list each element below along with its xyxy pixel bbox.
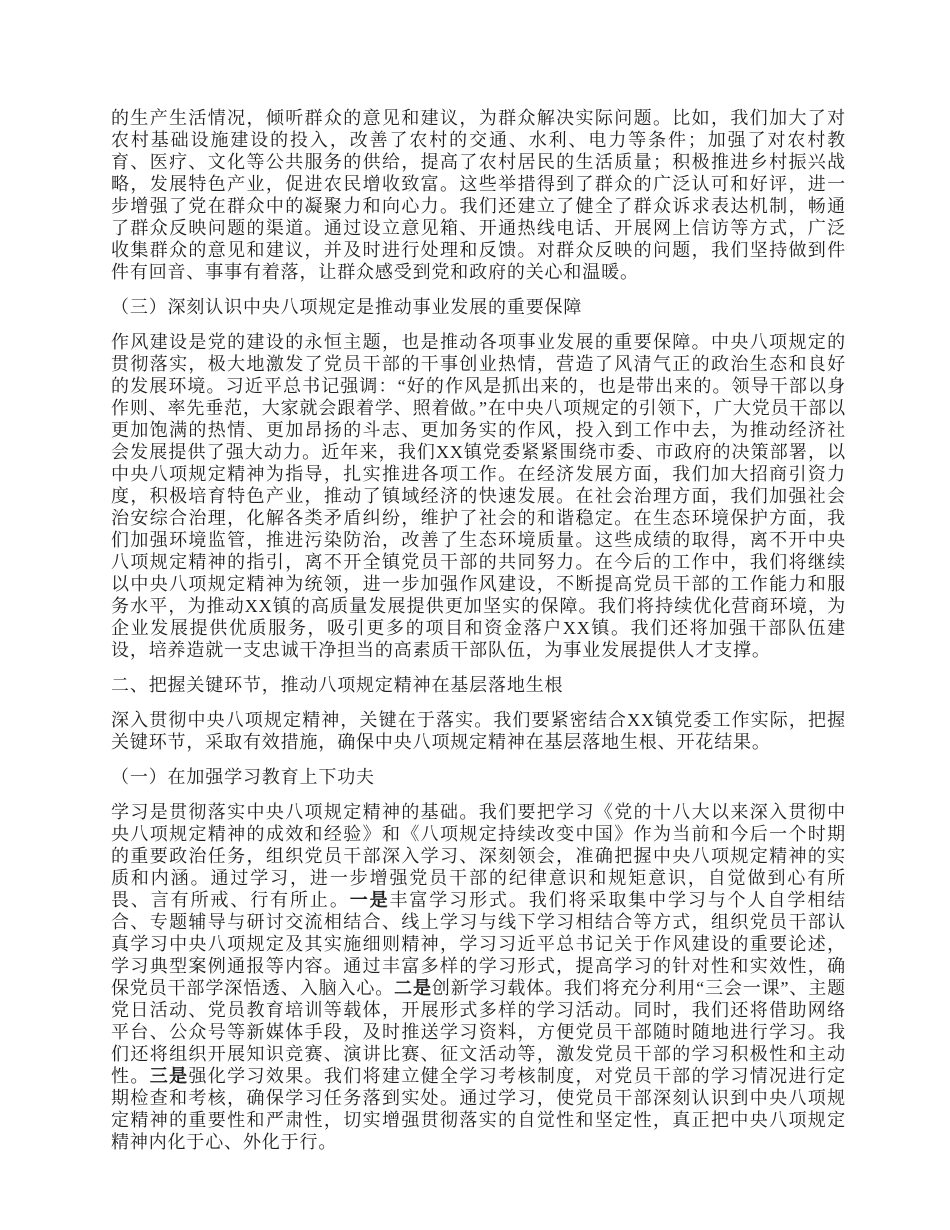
text-run: 作风建设是党的建设的永恒主题，也是推动各项事业发展的重要保障。中央八项规定的贯彻落实，极大地激发了党员干部的干事创业热情，营造了风清气正的政治生态和良好的发展环境。习近平总书记强调：“好的作风是抓出来的，也是带出来的。领导干部以身作则、率先垂范，大家就会跟着学、照着做。”在中央八项规定的引领下，广大党员干部以更加饱满的热情、更加昂扬的斗志、更加务实的作风，投入到工作中去，为推动经济社会发展提供了强大动力。近年来，我们XX镇党委紧紧围绕市委、市政府的决策部署，以中央八项规定精神为指导，扎实推进各项工作。在经济发展方面，我们加大招商引资力度，积极培育特色产业，推动了镇域经济的快速发展。在社会治理方面，我们加强社会治安综合治理，化解各类矛盾纠纷，维护了社会的和谐稳定。在生态环境保护方面，我们加强环境监管，推进污染防治，改善了生态环境质量。这些成绩的取得，离不开中央八项规定精神的指引，离不开全镇党员干部的共同努力。在今后的工作中，我们将继续以中央八项规定精神为统领，进一步加强作风建设，不断提高党员干部的工作能力和服务水平，为推动XX镇的高质量发展提供更加坚实的保障。我们将持续优化营商环境，为企业发展提供优质服务，吸引更多的项目和资金落户XX镇。我们还将加强干部队伍建设，培养造就一支忠诚干净担当的高素质干部队伍，为事业发展提供人才支撑。: [111, 332, 846, 660]
emphasis-run: 二是: [394, 978, 432, 998]
paragraph: [111, 801, 846, 1153]
emphasis-run: 三是: [149, 1066, 189, 1086]
paragraph: [111, 107, 846, 283]
text-run: 强化学习效果。我们将建立健全学习考核制度，对党员干部的学习情况进行定期检查和考核，确保学习任务落到实处。通过学习，使党员干部深刻认识到中央八项规定精神的重要性和严肃性，切实增强贯彻落实的自觉性和坚定性，真正把中央八项规定精神内化于心、外化于行。: [111, 1066, 847, 1152]
text-run: 二、把握关键环节，推动八项规定精神在基层落地生根: [111, 675, 564, 695]
paragraph: [111, 709, 846, 753]
text-run: 深入贯彻中央八项规定精神，关键在于落实。我们要紧密结合XX镇党委工作实际，把握关键环节，采取有效措施，确保中央八项规定精神在基层落地生根、开花结果。: [111, 710, 846, 752]
text-run: 丰富学习形式。我们将采取集中学习与个人自学相结合、专题辅导与研讨交流相结合、线上学习与线下学习相结合等方式，组织党员干部认真学习中央八项规定及其实施细则精神，学习习近平总书记关于作风建设的重要论述，学习典型案例通报等内容。通过丰富多样的学习形式，提高学习的针对性和实效性，确保党员干部学深悟透、入脑入心。: [111, 890, 846, 998]
document-body: [111, 107, 846, 1153]
emphasis-run: 一是: [349, 890, 390, 910]
text-run: （三）深刻认识中央八项规定是推动事业发展的重要保障: [111, 297, 583, 317]
text-run: 创新学习载体。我们将充分利用“三会一课”、主题党日活动、党员教育培训等载体，开展形式多样的学习活动。同时，我们还将借助网络平台、公众号等新媒体手段，及时推送学习资料，方便党员干部随时随地进行学习。我们还将组织开展知识竞赛、演讲比赛、征文活动等，激发党员干部的学习积极性和主动性。: [111, 978, 847, 1086]
text-run: 的生产生活情况，倾听群众的意见和建议，为群众解决实际问题。比如，我们加大了对农村基础设施建设的投入，改善了农村的交通、水利、电力等条件；加强了对农村教育、医疗、文化等公共服务的供给，提高了农村居民的生活质量；积极推进乡村振兴战略，发展特色产业，促进农民增收致富。这些举措得到了群众的广泛认可和好评，进一步增强了党在群众中的凝聚力和向心力。我们还建立了健全了群众诉求表达机制，畅通了群众反映问题的渠道。通过设立意见箱、开通热线电话、开展网上信访等方式，广泛收集群众的意见和建议，并及时进行处理和反馈。对群众反映的问题，我们坚持做到件件有回音、事事有着落，让群众感受到党和政府的关心和温暖。: [111, 108, 846, 282]
section-heading: [111, 296, 846, 318]
section-heading: [111, 766, 846, 788]
text-run: （一）在加强学习教育上下功夫: [111, 767, 375, 787]
text-run: 学习是贯彻落实中央八项规定精神的基础。我们要把学习《党的十八大以来深入贯彻中央八项规定精神的成效和经验》和《八项规定持续改变中国》作为当前和今后一个时期的重要政治任务，组织党员干部深入学习、深刻领会，准确把握中央八项规定精神的实质和内涵。通过学习，进一步增强党员干部的纪律意识和规矩意识，自觉做到心有所畏、言有所戒、行有所止。: [111, 802, 846, 910]
section-heading: [111, 674, 846, 696]
paragraph: [111, 331, 846, 661]
